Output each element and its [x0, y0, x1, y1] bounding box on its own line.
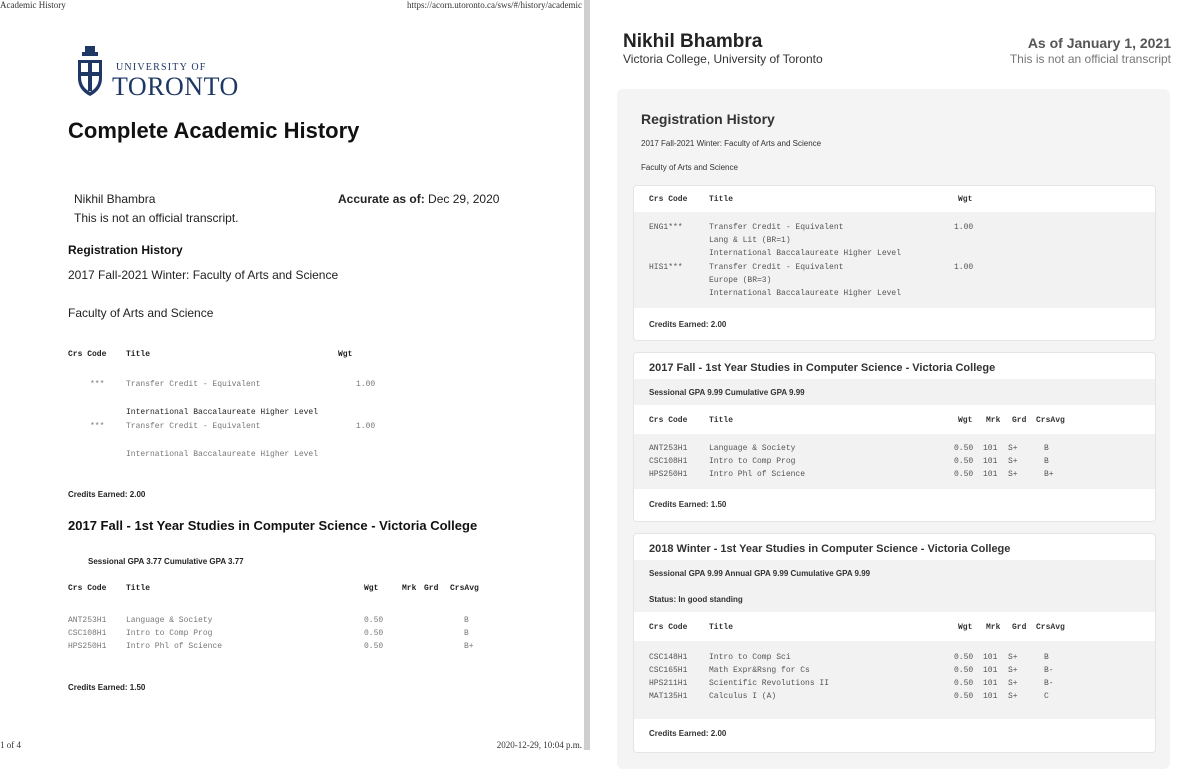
col-header-title: Title — [709, 195, 734, 204]
col-header-title: Title — [126, 584, 151, 593]
course-wgt: 0.50 — [954, 653, 974, 662]
transfer-note: International Baccalaureate Higher Level — [126, 408, 319, 417]
transfer-credits-card — [633, 185, 1156, 341]
student-name: Nikhil Bhambra — [74, 192, 156, 206]
student-college: Victoria College, University of Toronto — [623, 52, 823, 66]
course-grd: S+ — [1008, 692, 1018, 701]
as-of-date: As of January 1, 2021 — [1027, 35, 1171, 51]
card-footer — [634, 489, 1155, 521]
course-code: ANT253H1 — [649, 444, 688, 453]
student-name: Nikhil Bhambra — [623, 31, 763, 52]
transfer-code: HIS1*** — [649, 263, 683, 272]
course-wgt: 0.50 — [364, 616, 384, 625]
course-avg: C — [1044, 692, 1049, 701]
course-title: Intro to Comp Prog — [126, 629, 213, 638]
course-wgt: 0.50 — [954, 679, 974, 688]
course-code: CSC108H1 — [649, 457, 688, 466]
col-header-crsavg: CrsAvg — [450, 584, 479, 593]
col-header-title: Title — [709, 416, 734, 425]
print-header-url[interactable]: https://acorn.utoronto.ca/sws/#/history/academic — [407, 0, 582, 10]
course-mrk: 101 — [983, 470, 998, 479]
transfer-wgt: 1.00 — [356, 380, 376, 389]
col-header-wgt: Wgt — [958, 623, 973, 632]
course-grd: S+ — [1008, 470, 1018, 479]
course-title: Intro to Comp Sci — [709, 653, 791, 662]
card-footer — [634, 719, 1155, 752]
course-title: Scientific Revolutions II — [709, 679, 830, 688]
course-title: Calculus I (A) — [709, 692, 777, 701]
course-wgt: 0.50 — [364, 642, 384, 651]
col-header-crs-code: Crs Code — [68, 350, 107, 359]
table-header — [634, 408, 1155, 434]
print-header — [0, 0, 584, 12]
gpa-row — [634, 379, 1155, 405]
course-avg: B — [1044, 457, 1049, 466]
not-official-note: This is not an official transcript. — [74, 211, 239, 225]
card-footer — [634, 308, 1155, 340]
course-grd: S+ — [1008, 444, 1018, 453]
page-number: 1 of 4 — [0, 740, 21, 750]
transfer-title: Transfer Credit - Equivalent — [709, 223, 844, 232]
transfer-title: Transfer Credit - Equivalent — [709, 263, 844, 272]
registration-history-heading: Registration History — [68, 243, 183, 257]
logo-toronto: TORONTO — [112, 72, 239, 101]
course-code: HPS211H1 — [649, 679, 688, 688]
transfer-subject: Europe (BR=3) — [709, 276, 772, 285]
col-header-wgt: Wgt — [338, 350, 353, 359]
course-wgt: 0.50 — [954, 457, 974, 466]
term-card-2017-fall — [633, 352, 1156, 522]
table-header — [634, 615, 1155, 641]
academic-status: Status: In good standing — [649, 595, 743, 604]
course-code: CSC165H1 — [649, 666, 688, 675]
gpa-line: Sessional GPA 3.77 Cumulative GPA 3.77 — [88, 557, 244, 566]
credits-earned: Credits Earned: 2.00 — [649, 729, 727, 738]
faculty-name: Faculty of Arts and Science — [641, 163, 738, 172]
accurate-date: Dec 29, 2020 — [428, 192, 500, 206]
gpa-row — [634, 560, 1155, 612]
transfer-title: Transfer Credit - Equivalent — [126, 380, 261, 389]
gpa-line: Sessional GPA 9.99 Annual GPA 9.99 Cumulative GPA 9.99 — [649, 569, 871, 578]
printed-transcript-page — [0, 0, 584, 750]
course-title: Math Expr&Rsng for Cs — [709, 666, 810, 675]
registration-history-panel — [617, 89, 1170, 769]
credits-earned: Credits Earned: 1.50 — [68, 683, 146, 692]
course-mrk: 101 — [983, 666, 998, 675]
course-grd: S+ — [1008, 653, 1018, 662]
transfer-wgt: 1.00 — [954, 263, 974, 272]
course-mrk: 101 — [983, 692, 998, 701]
course-wgt: 0.50 — [954, 444, 974, 453]
web-transcript-page — [590, 0, 1200, 750]
uoft-crest-icon — [76, 44, 104, 98]
table-body — [634, 212, 1155, 308]
print-footer — [0, 738, 584, 750]
col-header-crsavg: CrsAvg — [1036, 416, 1065, 425]
course-avg: B- — [1044, 679, 1054, 688]
course-avg: B- — [1044, 666, 1054, 675]
col-header-title: Title — [126, 350, 151, 359]
not-official-note: This is not an official transcript — [1009, 52, 1171, 66]
course-avg: B+ — [464, 642, 474, 651]
credits-earned: Credits Earned: 1.50 — [649, 500, 727, 509]
registration-range: 2017 Fall-2021 Winter: Faculty of Arts and Science — [641, 139, 822, 148]
col-header-wgt: Wgt — [364, 584, 379, 593]
registration-range: 2017 Fall-2021 Winter: Faculty of Arts and Science — [68, 268, 339, 282]
col-header-wgt: Wgt — [958, 195, 973, 204]
accurate-label: Accurate as of: — [338, 192, 425, 206]
transfer-note: International Baccalaureate Higher Level — [709, 249, 902, 258]
course-code: CSC148H1 — [649, 653, 688, 662]
term-title: 2017 Fall - 1st Year Studies in Computer Science - Victoria College — [68, 518, 478, 533]
col-header-crsavg: CrsAvg — [1036, 623, 1065, 632]
col-header-crs-code: Crs Code — [68, 584, 107, 593]
transfer-wgt: 1.00 — [954, 223, 974, 232]
accurate-as-of — [338, 192, 499, 206]
credits-earned: Credits Earned: 2.00 — [68, 490, 146, 499]
course-code: HPS250H1 — [68, 642, 107, 651]
course-avg: B — [464, 616, 469, 625]
course-wgt: 0.50 — [954, 692, 974, 701]
course-code: CSC108H1 — [68, 629, 107, 638]
course-code: ANT253H1 — [68, 616, 107, 625]
col-header-crs-code: Crs Code — [649, 416, 688, 425]
course-grd: S+ — [1008, 457, 1018, 466]
course-avg: B — [464, 629, 469, 638]
col-header-grd: Grd — [1012, 623, 1027, 632]
col-header-mrk: Mrk — [402, 584, 417, 593]
course-title: Intro Phl of Science — [709, 470, 806, 479]
page-title: Complete Academic History — [68, 118, 360, 143]
credits-earned: Credits Earned: 2.00 — [649, 320, 727, 329]
course-avg: B — [1044, 653, 1049, 662]
transfer-code: *** — [90, 380, 105, 389]
course-avg: B+ — [1044, 470, 1054, 479]
course-wgt: 0.50 — [364, 629, 384, 638]
course-mrk: 101 — [983, 444, 998, 453]
print-header-title: Academic History — [0, 0, 66, 10]
faculty-name: Faculty of Arts and Science — [68, 306, 214, 320]
table-body — [634, 434, 1155, 489]
gpa-line: Sessional GPA 9.99 Cumulative GPA 9.99 — [649, 388, 805, 397]
col-header-crs-code: Crs Code — [649, 195, 688, 204]
course-title: Language & Society — [126, 616, 213, 625]
transfer-title: Transfer Credit - Equivalent — [126, 422, 261, 431]
course-code: HPS250H1 — [649, 470, 688, 479]
course-grd: S+ — [1008, 666, 1018, 675]
panel-title: Registration History — [641, 111, 775, 127]
term-card-2018-winter — [633, 533, 1156, 753]
course-wgt: 0.50 — [954, 470, 974, 479]
course-grd: S+ — [1008, 679, 1018, 688]
course-mrk: 101 — [983, 457, 998, 466]
transfer-code: ENG1*** — [649, 223, 683, 232]
col-header-wgt: Wgt — [958, 416, 973, 425]
transfer-wgt: 1.00 — [356, 422, 376, 431]
course-title: Intro Phl of Science — [126, 642, 223, 651]
course-code: MAT135H1 — [649, 692, 688, 701]
term-title: 2018 Winter - 1st Year Studies in Computer Science - Victoria College — [649, 543, 1011, 555]
uoft-logo — [76, 44, 246, 102]
transfer-note: International Baccalaureate Higher Level — [709, 289, 902, 298]
course-title: Language & Society — [709, 444, 796, 453]
table-body — [634, 641, 1155, 719]
course-wgt: 0.50 — [954, 666, 974, 675]
table-header — [634, 186, 1155, 212]
logo-university-of: UNIVERSITY OF — [116, 62, 207, 73]
course-mrk: 101 — [983, 679, 998, 688]
course-title: Intro to Comp Prog — [709, 457, 796, 466]
col-header-title: Title — [709, 623, 734, 632]
course-mrk: 101 — [983, 653, 998, 662]
term-title: 2017 Fall - 1st Year Studies in Computer Science - Victoria College — [649, 362, 996, 374]
course-avg: B — [1044, 444, 1049, 453]
transfer-code: *** — [90, 422, 105, 431]
col-header-grd: Grd — [1012, 416, 1027, 425]
print-timestamp: 2020-12-29, 10:04 p.m. — [496, 740, 582, 750]
transfer-note: International Baccalaureate Higher Level — [126, 450, 319, 459]
col-header-mrk: Mrk — [986, 416, 1001, 425]
transfer-subject: Lang & Lit (BR=1) — [709, 236, 791, 245]
col-header-mrk: Mrk — [986, 623, 1001, 632]
col-header-crs-code: Crs Code — [649, 623, 688, 632]
col-header-grd: Grd — [424, 584, 439, 593]
